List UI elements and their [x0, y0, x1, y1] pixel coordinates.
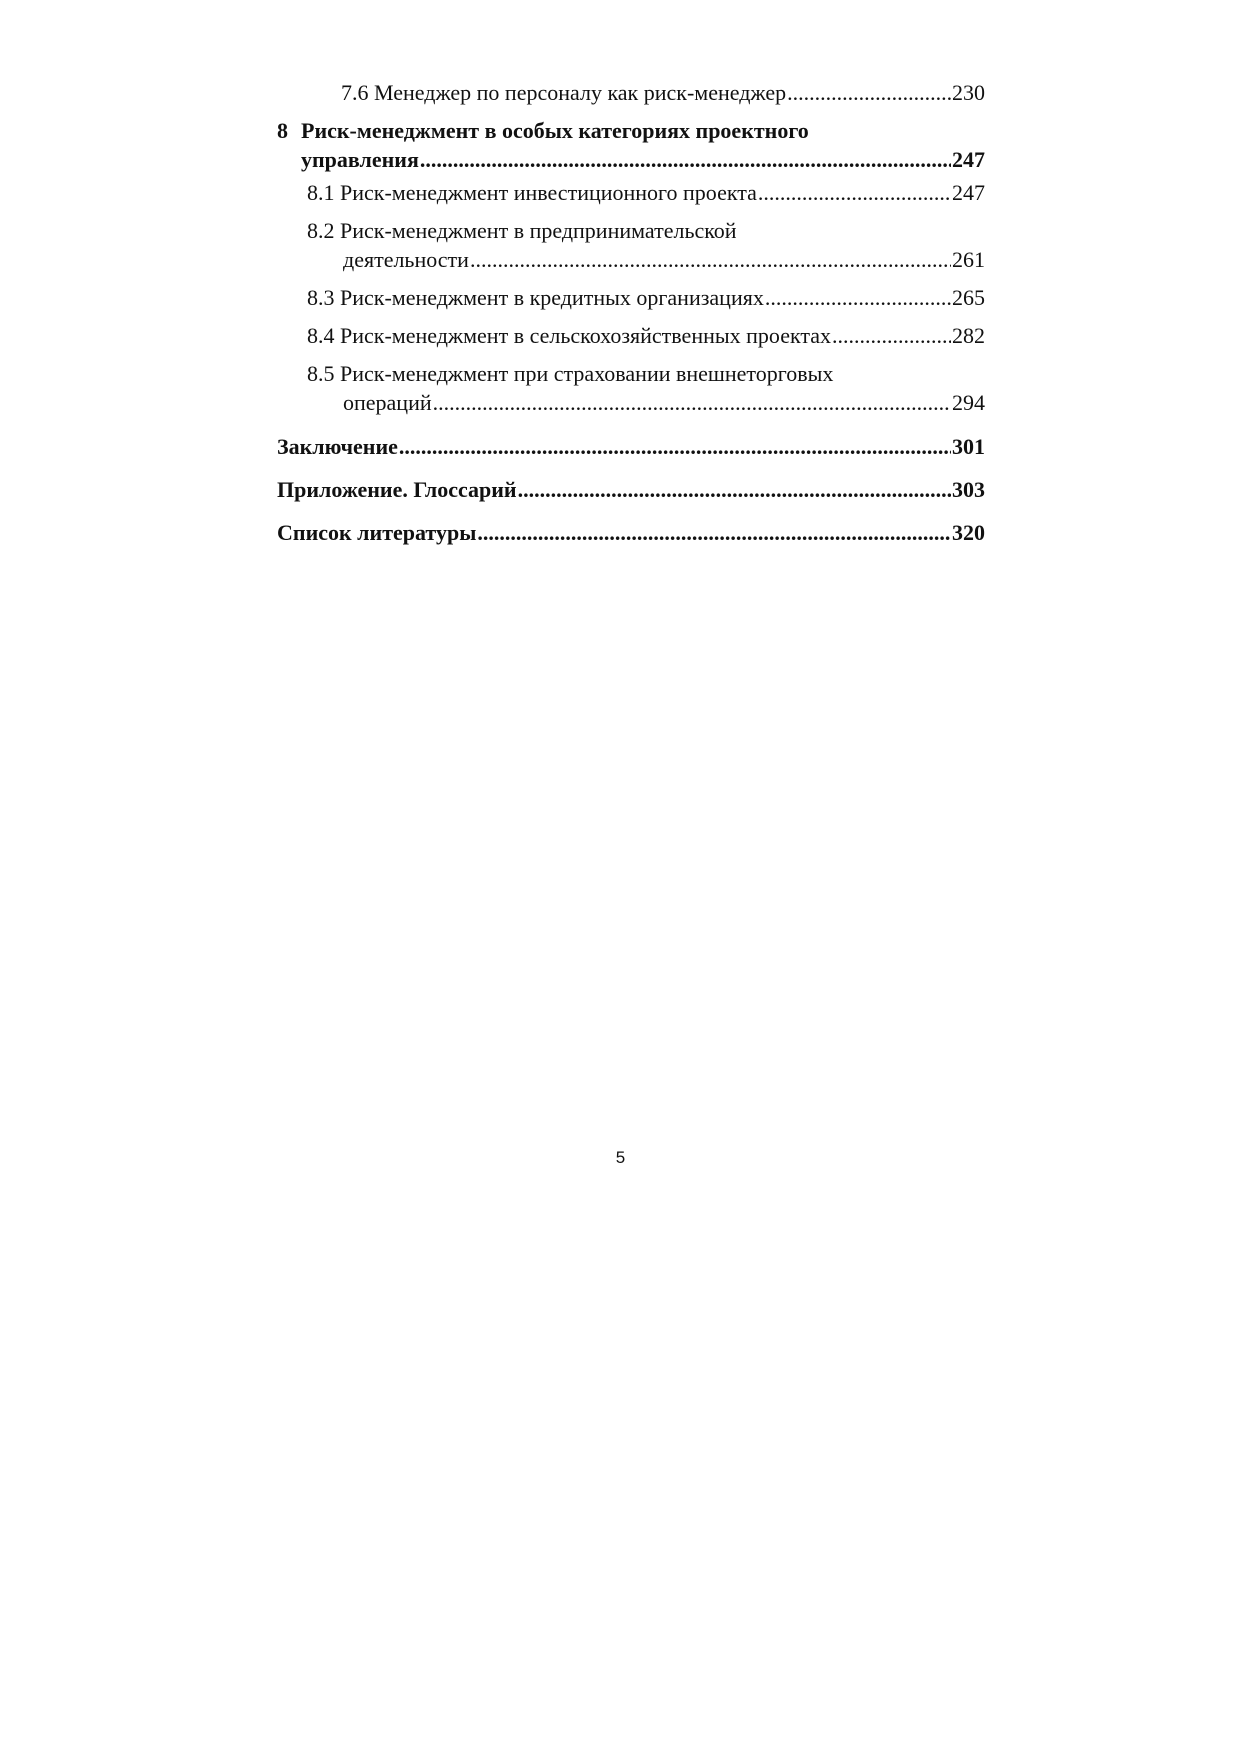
dot-leader: [832, 321, 951, 350]
chapter-number: 8: [277, 118, 288, 143]
dot-leader: [518, 475, 951, 504]
dot-leader: [758, 178, 951, 207]
toc-entry-8-3[interactable]: [307, 283, 985, 312]
toc-page-number: 301: [952, 434, 985, 459]
chapter-title-line2: управления: [301, 147, 419, 172]
toc-entry-8-1[interactable]: [307, 178, 985, 207]
toc-entry-label: 8.3 Риск-менеджмент в кредитных организациях: [307, 285, 764, 310]
dot-leader: [477, 518, 951, 547]
toc-conclusion[interactable]: [277, 432, 985, 461]
toc-page-number: 303: [952, 477, 985, 502]
toc-entry-8-2[interactable]: [307, 216, 985, 274]
dot-leader: [787, 78, 951, 107]
dot-leader: [433, 388, 951, 417]
toc-entry-label-line1: 8.5 Риск-менеджмент при страховании внешнеторговых: [307, 361, 834, 386]
toc-references[interactable]: [277, 518, 985, 547]
toc-entry-8-5[interactable]: [307, 359, 985, 417]
toc-page-number: 282: [952, 323, 985, 348]
page-number: 5: [615, 1148, 626, 1167]
toc-entry-label: 7.6 Менеджер по персоналу как риск-менеджер: [341, 80, 787, 105]
toc-page-number: 265: [952, 285, 985, 310]
dot-leader: [420, 145, 951, 174]
toc-page-number: 294: [952, 390, 985, 415]
toc-appendix[interactable]: [277, 475, 985, 504]
toc-entry-label-line2: деятельности: [343, 247, 469, 272]
dot-leader: [470, 245, 951, 274]
toc-entry-label: 8.4 Риск-менеджмент в сельскохозяйственных проектах: [307, 323, 832, 348]
dot-leader: [765, 283, 951, 312]
toc-page-number: 247: [952, 180, 985, 205]
toc-entry-label: Приложение. Глоссарий: [277, 477, 517, 502]
chapter-title-line1: Риск-менеджмент в особых категориях проектного: [301, 118, 809, 143]
toc-entry-label-line1: 8.2 Риск-менеджмент в предпринимательской: [307, 218, 737, 243]
toc-page-number: 230: [952, 80, 985, 105]
toc-entry-label: Список литературы: [277, 520, 477, 545]
toc-entry-label: Заключение: [277, 434, 398, 459]
toc-page-number: 261: [952, 247, 985, 272]
toc-entry-7-6[interactable]: [307, 78, 985, 107]
toc-page-number: 247: [952, 147, 985, 172]
dot-leader: [399, 432, 951, 461]
toc-entry-8-4[interactable]: [307, 321, 985, 350]
toc-chapter-8[interactable]: [277, 116, 985, 174]
toc-page-number: 320: [952, 520, 985, 545]
toc-entry-label-line2: операций: [343, 390, 432, 415]
toc-entry-label: 8.1 Риск-менеджмент инвестиционного проекта: [307, 180, 757, 205]
table-of-contents: [277, 78, 985, 556]
